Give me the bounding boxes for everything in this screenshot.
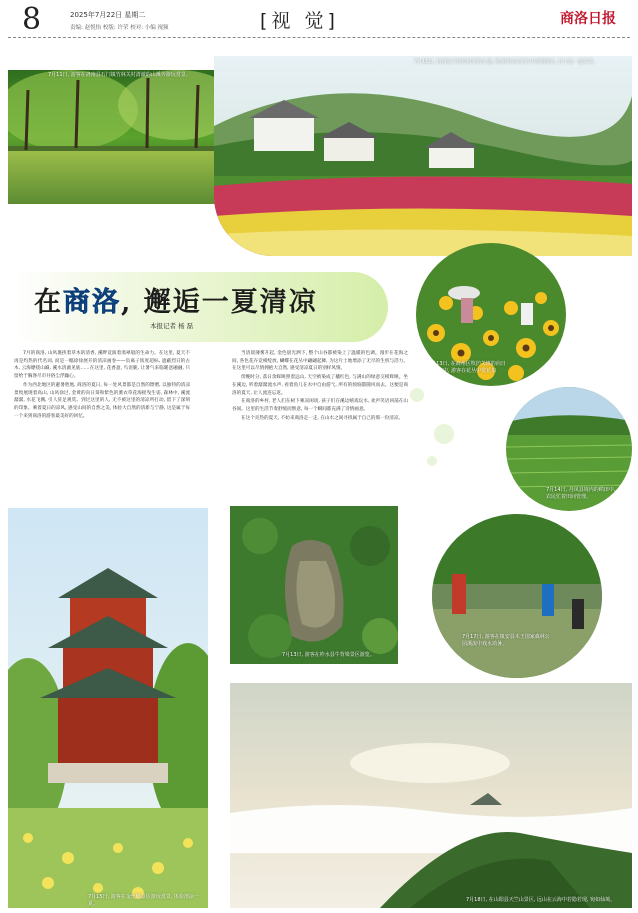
water-play-photo xyxy=(432,514,602,678)
article-paragraph: 在这个炎热的夏天, 不妨来商洛走一走, 在山水之间寻找属于自己的那一份清凉。 xyxy=(241,415,404,421)
cliff-aerial-photo xyxy=(230,506,398,664)
water-caption: 7月17日, 游客在镇安县木王国家森林公园溪流中戏水消暑。 xyxy=(462,634,550,647)
lake-photo xyxy=(8,70,224,204)
village-caption: 7月16日, 洛南县大峪沟村花海正盛, 游客纷纷在花丛中拍照留念, 打卡这一道美景。 xyxy=(414,59,599,65)
article-paragraph: 作为西北地区的避暑胜地, 商洛的夏日, 每一处风景都是自然的馈赠, 以独特的清凉景致展现着高山, 山风徐过, 金黄的向日葵和紫色的薰衣草花海摇曳生姿, 森林中, 溪流潺潺, 水花飞溅, 引人驻足观赏。到过这里的人, 无不被这里的清凉所打动, 留下了深刻的印象。乘着夏日的凉风, 感受山间的自然之美, 体验大自然的清新与宁静, 这是属于每一个来到商洛的游客最美好的回忆。 xyxy=(14,382,190,419)
headline-part-1: 在 xyxy=(34,287,63,318)
article-column-1 xyxy=(14,350,190,421)
lake-caption: 7月11日, 游客在洛南县石门镇竹林关村清澈的山溪旁游玩赏景。 xyxy=(48,72,191,78)
byline: 本报记者 杨 磊 xyxy=(150,322,194,330)
newspaper-logo: 商洛日报 xyxy=(560,11,616,27)
article-paragraph: 傍晚时分, 落日余晖映照着远山, 天空被染成了橘红色, 与满山的绿意交相辉映。坐在溪边, 听着潺潺流水声, 看着鱼儿在水中自由游弋, 所有的烦恼都随风而去。这便是商洛的夏天, 让人流连忘返。 xyxy=(232,375,408,396)
article-paragraph: 当清晨薄雾升起, 金色晨光洒下, 整个山谷都被染上了温暖的色调。漫步在花海之间, 各色花卉竞相绽放, 蝴蝶在花丛中翩翩起舞, 为这片土地增添了无尽的生机与活力。在这里可以尽情拥抱大自然, 感受清凉夏日的别样风情。 xyxy=(232,351,408,372)
seaclouds-caption: 7月18日, 在山阳县天竺山景区, 远山在云海中若隐若现, 宛如仙境。 xyxy=(466,897,616,903)
page-number: 8 xyxy=(22,2,42,37)
article-paragraph: 在商洛的乡村, 老人们在树下乘凉闲谈, 孩子们在溪边嬉戏玩水, 欢声笑语回荡在山谷间。这里的生活节奏舒缓而惬意, 每一个瞬间都充满了诗情画意。 xyxy=(232,399,408,412)
rice-caption: 7月14日, 丹凤县境内的稻田中, 农民忙着田间管理。 xyxy=(546,487,616,500)
decor-bubble xyxy=(427,456,437,466)
decor-bubble xyxy=(410,388,424,402)
sunflower-caption: 7月13日, 在商州区牧护关镇的向日葵花海中, 游客在花丛中赏花拍照。 xyxy=(428,361,506,381)
cliff-caption: 7月13日, 游客在柞水县牛背梁景区游览。 xyxy=(282,652,375,658)
decor-bubble xyxy=(434,424,454,444)
article-paragraph: 7月的商洛, 山风裹挟着草木的清香, 溪畔竞演着翡翠般的生命力。在这里, 夏天不再是灼热的代名词, 而是一幅徐徐展开的清凉画卷——负离子浓度超标, 遮蔽烈日的古木, 云海缭绕山巅, 溪水清澈见底……在这里, 花香盈, 鸟语脆, 让暑气来临暖意融融, 只留给于胸涤尽市井俗尘浮躁心。 xyxy=(14,351,190,380)
sunflower-photo xyxy=(416,243,566,386)
pagoda-photo xyxy=(8,508,208,908)
issue-date: 2025年7月22日 星期二 xyxy=(70,11,146,19)
article-column-2 xyxy=(232,350,408,423)
page-headline xyxy=(34,280,318,319)
section-title: [视 觉] xyxy=(260,10,339,32)
staff-credits: 责编: 赵悦怡 校版: 许荣 校对: 小编 视频 xyxy=(70,25,169,31)
header-divider xyxy=(8,37,630,38)
pagoda-caption: 7月15日, 游客在金丝峡景区游玩赏景, 体验清凉一夏。 xyxy=(88,894,199,907)
headline-highlight: 商洛 xyxy=(63,287,121,318)
headline-part-2: , 邂逅一夏清凉 xyxy=(121,287,318,318)
rice-field-photo xyxy=(506,387,632,511)
sea-of-clouds-photo xyxy=(230,683,632,908)
village-flower-photo xyxy=(214,56,632,256)
